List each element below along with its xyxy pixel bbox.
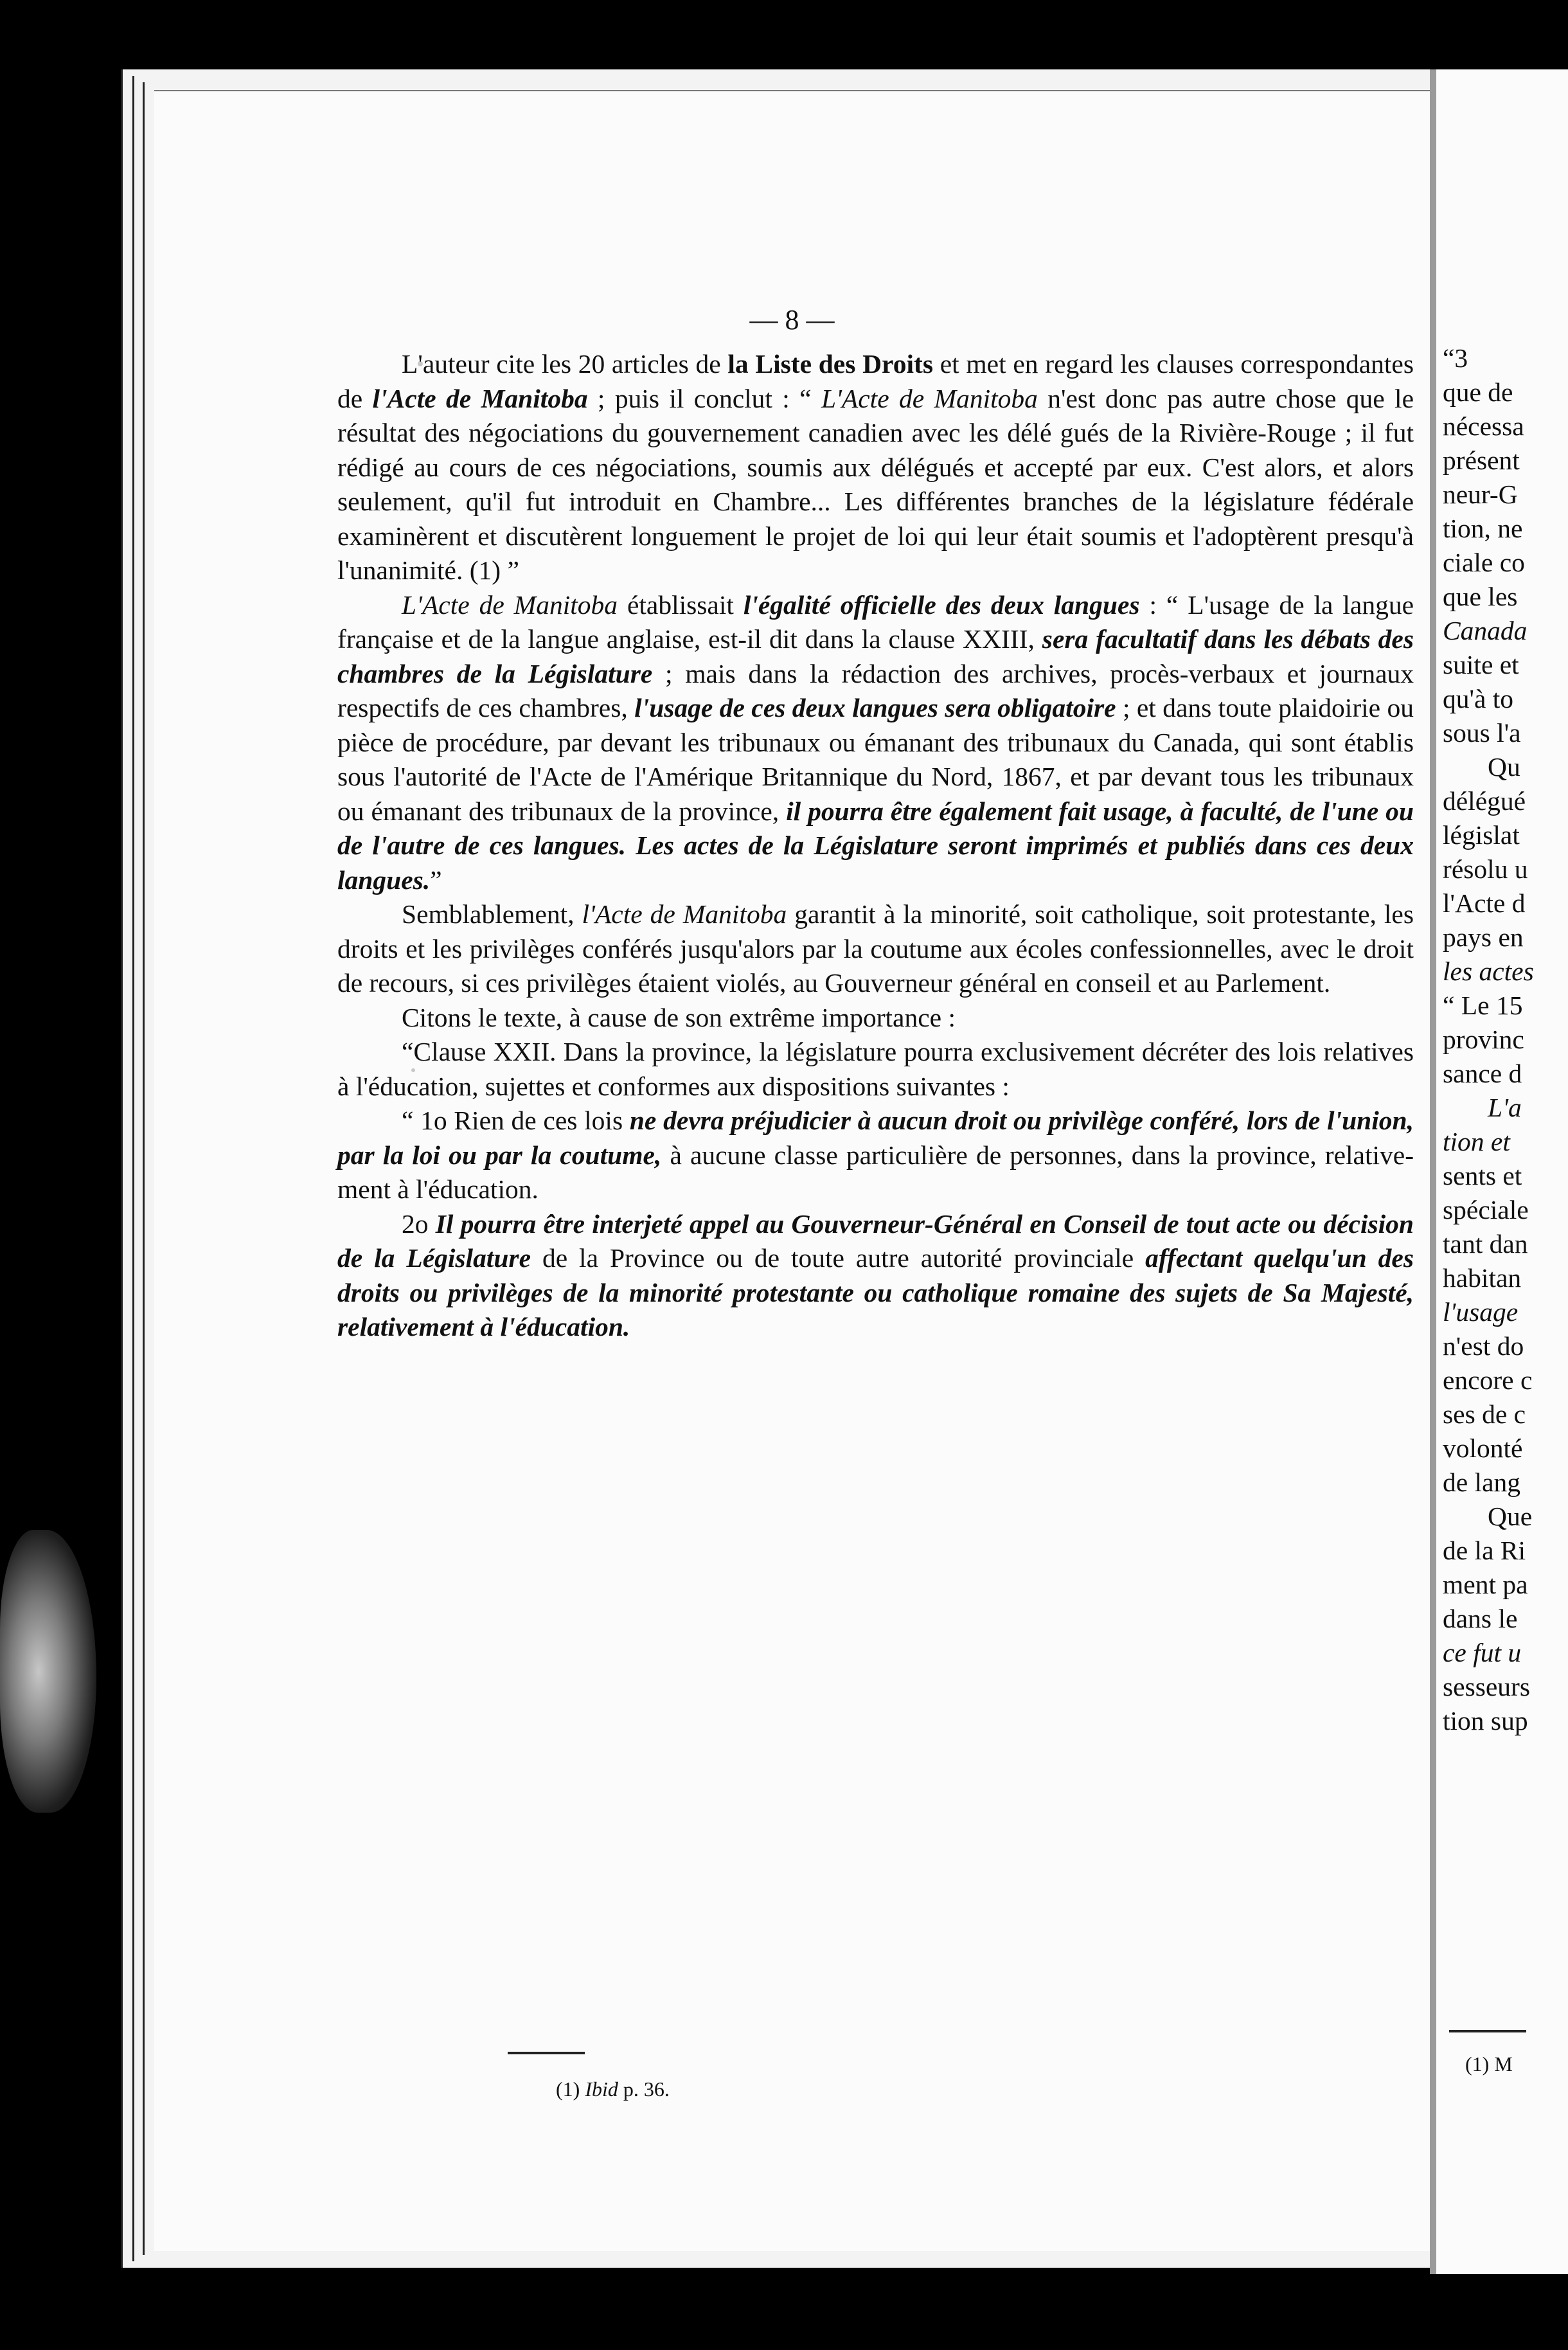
paragraph [337,1001,1414,1036]
right-page-line: spéciale [1443,1195,1529,1224]
right-page-line: ses de c [1443,1399,1526,1429]
right-page-line: tion sup [1443,1706,1528,1736]
text-run: sera facultatif dans les débats des chambres de la Législature [337,624,1414,688]
paragraph [337,1035,1414,1104]
right-page-line: sesseurs [1443,1672,1531,1701]
right-page-line: tion et [1443,1127,1510,1156]
paragraph [337,1104,1414,1207]
right-page-line: Qu [1488,752,1520,782]
paragraph [337,588,1414,898]
text-run: n'est donc pas autre chose que le résultat des négociations du gouvernement canadien avec les délé gués de la Rivière-Rouge ; il fut rédigé au cours de ces négociations, soumis aux délégués et accepté par eux. C'est alors, et alors seulement, qu'il fut introduit en Chambre... Les différentes branches de la législature fédérale examinèrent et discutèrent longuement le projet de loi qui leur était soumis et l'adoptèrent presqu'à l'unanimité. (1) ” [337,383,1414,585]
text-run: “ 1o Rien de ces lois [402,1106,630,1135]
page-number: — 8 — [749,304,835,336]
right-page-line: sous l'a [1443,718,1521,748]
text-run: L'Acte de Manitoba [821,383,1038,413]
right-page-line: neur-G [1443,480,1518,509]
paragraph [337,347,1414,588]
right-page-line: ciale co [1443,548,1525,577]
text-run: de la Province ou de toute autre autorité provinciale [531,1243,1146,1273]
right-page-line: résolu u [1443,854,1528,884]
right-page-line: suite et [1443,650,1519,679]
text-run: 2o [402,1208,436,1239]
text-run: ” [430,865,442,895]
right-page-line: sents et [1443,1161,1522,1190]
right-page-line: présent [1443,445,1520,475]
text-run: : “ L'usage de la langue française et de la langue anglaise, est-il dit dans la clause XXIII, [337,589,1414,654]
text-run: L'auteur cite les 20 articles de [402,349,728,379]
right-page-line: qu'à to [1443,684,1514,713]
right-page-line: les actes [1443,956,1534,986]
text-run [1038,384,1047,413]
right-page-line: Canada [1443,616,1528,645]
right-page-line: de la Ri [1443,1536,1526,1565]
right-page-line: que les [1443,582,1518,611]
right-page-line: encore c [1443,1365,1533,1395]
right-page-line: de lang [1443,1467,1520,1497]
right-page-line: “ Le 15 [1443,991,1523,1020]
paragraph [337,897,1414,1001]
right-page-line: l'Acte d [1443,888,1526,918]
paragraph [337,1207,1414,1345]
edge-smudge [0,1530,96,1813]
text-run: l'Acte de Manitoba [582,899,787,929]
right-page-line: l'usage [1443,1297,1519,1327]
text-run: la Liste des Droits [727,349,933,379]
right-page-line: que de [1443,377,1513,407]
right-page-line: provinc [1443,1025,1524,1054]
text-run: ; et dans toute plaidoirie ou pièce de procédure, par devant les tribunaux ou émanant des tribunaux du Canada, qui sont établis sous l'autorité de l'Acte de l'Amérique Britannique du Nord, 1867, et par devant tous les tribunaux ou émanant des tribunaux de la province, [337,693,1414,826]
right-footnote-rule [1449,2030,1526,2032]
text-run: et met en regard les clauses correspondantes de [337,349,1414,413]
text-run: Citons le texte, à cause de son extrême importance : [402,1002,956,1032]
right-page-line: délégué [1443,786,1526,816]
text-run: Il pourra être interjeté appel au Gouverneur-Général en Conseil de tout acte ou décision de la Législature [337,1208,1414,1273]
right-footnote: (1) M [1465,2052,1513,2076]
text-run: L'Acte de Manitoba [402,589,618,620]
right-page-line: tant dan [1443,1229,1528,1259]
right-page-line: ce fut u [1443,1638,1522,1667]
text-run: l'Acte de Manitoba [372,383,588,413]
text-run: “Clause XXII. Dans la province, la législature pourra exclusivement décréter des lois relatives à l'éducation, sujettes et conformes aux dispositions suivantes : [337,1037,1414,1101]
right-page-line: sance d [1443,1059,1522,1088]
text-run: ; mais dans la rédaction des archives, procès-verbaux et journaux respectifs de ces chambres, [337,658,1414,722]
text-run: ne devra préjudicier à aucun droit ou privilège conféré, lors de l'union, par la loi ou par la coutume, [337,1106,1414,1170]
text-run: l'égalité officielle des deux langues [743,589,1140,620]
right-page-line: législat [1443,820,1520,850]
footnote-number: (1) [556,2077,580,2101]
right-page-line: habitan [1443,1263,1522,1293]
text-run: affectant quelqu'un des droits ou privilèges de la minorité protestante ou catholique romaine des sujets de Sa Majesté, relativement à l'éducation. [337,1243,1414,1341]
text-run: Semblablement, [402,899,582,929]
right-page-line: “3 [1443,343,1468,373]
right-page [1436,69,1568,2274]
right-page-line: L'a [1488,1093,1522,1122]
right-page-line: Que [1488,1502,1533,1531]
text-run: l'usage de ces deux langues sera obligatoire [634,693,1116,722]
footnote [556,2077,670,2101]
text-run: garantit à la minorité, soit catholique, soit protestante, les droits et les privilèges conférés jusqu'alors par la coutume aux écoles confessionnelles, avec le droit de recours, si ces privilèges étaient violés, au Gouverneur général en conseil et au Parlement. [337,899,1414,998]
footnote-page: p. 36. [623,2077,670,2101]
body-text [337,347,1414,1345]
footnote-rule [508,2052,585,2054]
right-page-line: n'est do [1443,1331,1524,1361]
right-page-line: volonté [1443,1433,1523,1463]
text-run: il pourra être également fait usage, à faculté, de l'une ou de l'autre de ces langues. Les actes de la Législature seront imprimés et publiés dans ces deux langues. [337,796,1414,895]
text-run: établissait [618,589,744,620]
text-run: ; puis il conclut : “ [587,383,821,413]
right-page-line: nécessa [1443,411,1524,441]
footnote-ref: Ibid [585,2077,618,2101]
right-page-line: dans le [1443,1604,1518,1633]
right-page-line: tion, ne [1443,514,1523,543]
book-gutter [1430,69,1436,2274]
right-page-line: pays en [1443,922,1524,952]
right-page-line: ment pa [1443,1570,1528,1599]
text-run: à aucune classe particulière de personnes, dans la province, relativement à l'éducation. [337,1140,1414,1204]
